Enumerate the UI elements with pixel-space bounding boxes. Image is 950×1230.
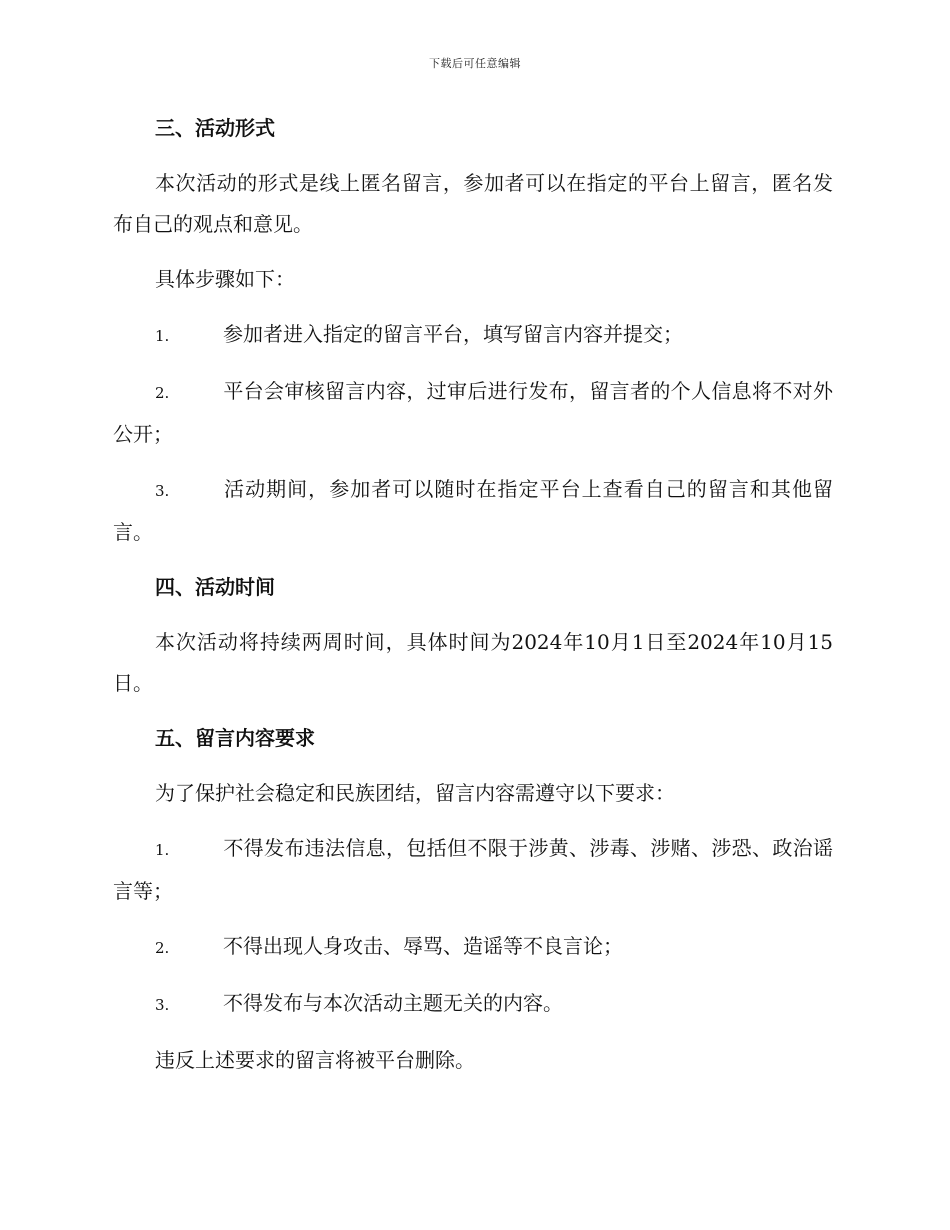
list-item-text: 活动期间，参加者可以随时在指定平台上查看自己的留言和其他留言。: [113, 477, 833, 544]
content-requirements-closing: 违反上述要求的留言将被平台删除。: [155, 1048, 475, 1072]
activity-format-intro: 本次活动的形式是线上匿名留言，参加者可以在指定的平台上留言，匿名发布自己的观点和意见。: [113, 171, 833, 236]
list-item-text: 平台会审核留言内容，过审后进行发布，留言者的个人信息将不对外公开；: [113, 379, 833, 446]
list-item: [113, 314, 833, 357]
list-item-text: 不得发布违法信息，包括但不限于涉黄、涉毒、涉赌、涉恐、政治谣言等；: [113, 836, 833, 903]
steps-label: 具体步骤如下：: [155, 267, 295, 291]
content-requirements-intro: 为了保护社会稳定和民族团结，留言内容需遵守以下要求：: [155, 781, 675, 805]
list-item-number: 2.: [155, 939, 170, 957]
list-item: [113, 983, 833, 1026]
list-item-number: 3.: [155, 482, 170, 500]
section-heading-activity-format: 三、活动形式: [155, 116, 275, 140]
list-item: [113, 371, 833, 455]
list-item-text: 不得发布与本次活动主题无关的内容。: [223, 991, 563, 1015]
list-item-number: 1.: [155, 841, 170, 859]
section-heading-content-requirements: 五、留言内容要求: [155, 726, 315, 750]
list-item-number: 1.: [155, 327, 170, 345]
section-heading-activity-time: 四、活动时间: [155, 575, 275, 599]
list-item-number: 2.: [155, 384, 170, 402]
header-note: 下载后可任意编辑: [429, 57, 521, 70]
document-body: [113, 108, 833, 1095]
activity-time-text: 本次活动将持续两周时间，具体时间为2024年10月1日至2024年10月15日。: [113, 630, 833, 695]
list-item: [113, 828, 833, 912]
list-item-text: 不得出现人身攻击、辱骂、造谣等不良言论；: [223, 934, 623, 958]
list-item-number: 3.: [155, 996, 170, 1014]
list-item: [113, 469, 833, 553]
list-item-text: 参加者进入指定的留言平台，填写留言内容并提交；: [223, 322, 683, 346]
list-item: [113, 926, 833, 969]
